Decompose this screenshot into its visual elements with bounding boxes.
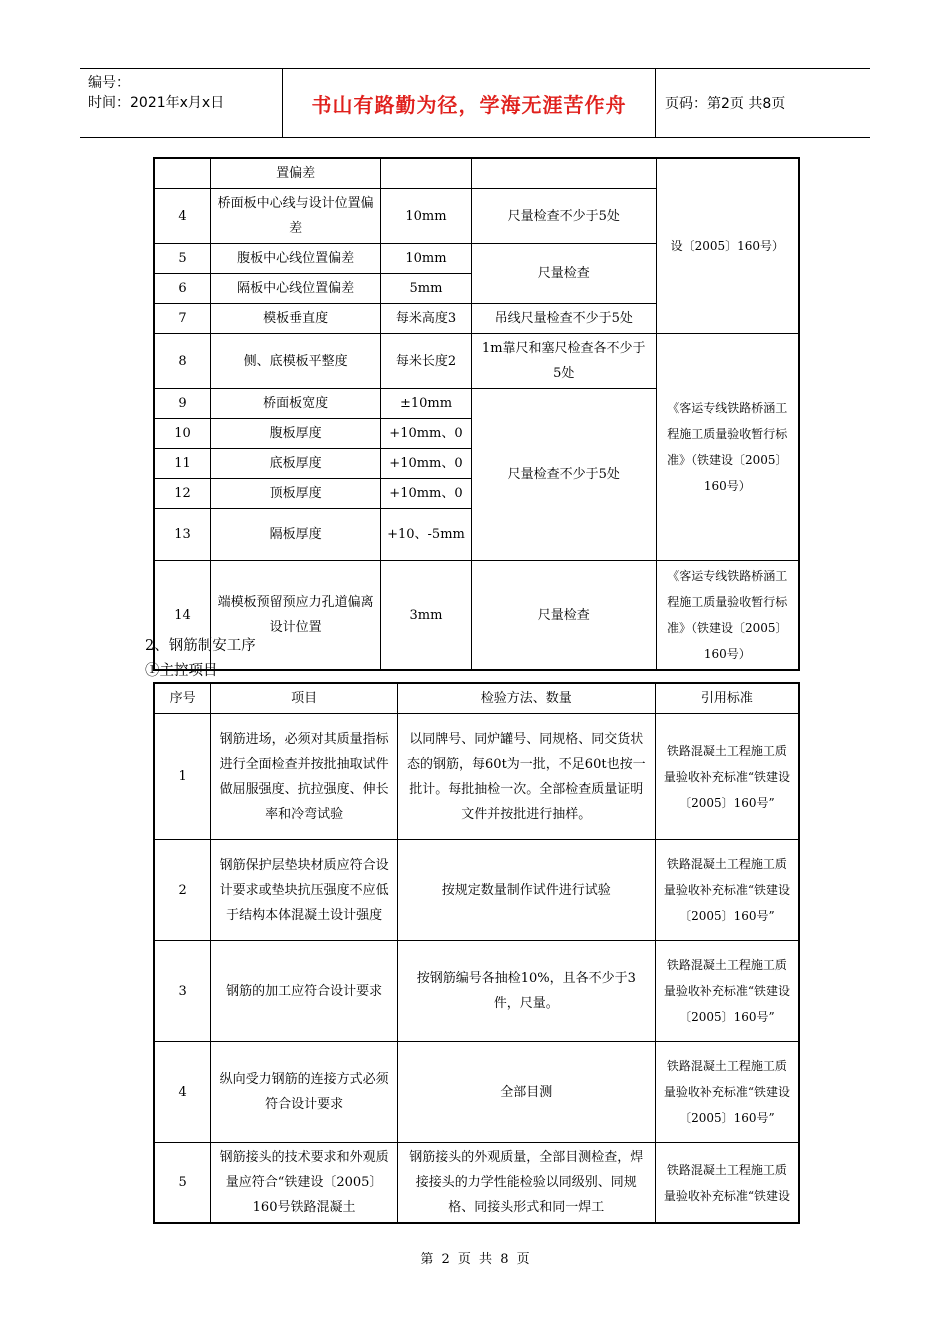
row-item: 隔板中心线位置偏差 [211,274,381,304]
row-allow: 10mm [381,189,472,244]
row-no: 12 [154,479,211,509]
row-method: 按钢筋编号各抽检10%，且各不少于3件，尺量。 [397,941,655,1042]
row-method: 按规定数量制作试件进行试验 [397,840,655,941]
row-no: 8 [154,334,211,389]
row-allow: 5mm [381,274,472,304]
table-row [154,334,799,389]
row-method: 钢筋接头的外观质量，全部目测检查，焊接接头的力学性能检验以同级别、同规格、同接头形式和同一焊工 [397,1143,655,1224]
row-no: 13 [154,509,211,561]
table-row [154,158,799,189]
row-item: 腹板厚度 [211,419,381,449]
table-row [154,714,799,840]
row-standard: 铁路混凝土工程施工质量验收补充标准“铁建设 [655,1143,799,1224]
column-header: 引用标准 [655,683,799,714]
date-label: 时间：2021年x月x日 [88,95,225,111]
reference-standard: 《客运专线铁路桥涵工程施工质量验收暂行标准》（铁建设〔2005〕160号） [656,561,799,671]
row-method [471,158,656,189]
rebar-main-control-table [153,682,800,1224]
row-item: 钢筋接头的技术要求和外观质量应符合“铁建设〔2005〕160号铁路混凝土 [211,1143,397,1224]
reference-standard: 设〔2005〕160号） [656,158,799,334]
row-allow: ±10mm [381,389,472,419]
row-method: 全部目测 [397,1042,655,1143]
table-row [154,840,799,941]
table-row [154,1042,799,1143]
row-allow: +10mm、0 [381,449,472,479]
row-no: 11 [154,449,211,479]
row-no: 4 [154,189,211,244]
table-row [154,1143,799,1224]
row-method: 尺量检查 [471,244,656,304]
section-title: 2、钢筋制安工序 [145,638,256,654]
number-label: 编号： [88,75,130,91]
page-footer: 第 2 页 共 8 页 [420,1252,530,1267]
page-header [80,68,870,138]
row-item: 桥面板中心线与设计位置偏差 [211,189,381,244]
row-item: 端模板预留预应力孔道偏离设计位置 [211,561,381,671]
header-meta [80,69,283,137]
row-no: 1 [154,714,211,840]
row-item: 钢筋保护层垫块材质应符合设计要求或垫块抗压强度不应低于结构本体混凝土设计强度 [211,840,397,941]
row-item: 钢筋的加工应符合设计要求 [211,941,397,1042]
row-allow: 3mm [381,561,472,671]
header-page-info: 页码：第2页 共8页 [665,96,786,112]
row-no: 5 [154,1143,211,1224]
row-method: 1m靠尺和塞尺检查各不少于5处 [471,334,656,389]
template-tolerance-table [153,157,800,671]
row-method: 以同牌号、同炉罐号、同规格、同交货状态的钢筋，每60t为一批，不足60t也按一批计。每批抽检一次。全部检查质量证明文件并按批进行抽样。 [397,714,655,840]
header-slogan-cell [283,69,656,137]
row-allow: 每米高度3 [381,304,472,334]
row-item: 侧、底模板平整度 [211,334,381,389]
row-allow: +10mm、0 [381,419,472,449]
row-allow: 每米长度2 [381,334,472,389]
row-no [154,158,211,189]
row-allow: +10、-5mm [381,509,472,561]
row-item: 底板厚度 [211,449,381,479]
table-header-row [154,683,799,714]
header-slogan: 书山有路勤为径，学海无涯苦作舟 [311,92,627,117]
column-header: 序号 [154,683,211,714]
row-method: 尺量检查 [471,561,656,671]
column-header: 项目 [211,683,397,714]
row-no: 10 [154,419,211,449]
row-standard: 铁路混凝土工程施工质量验收补充标准“铁建设〔2005〕160号” [655,840,799,941]
section-subtitle: ①主控项目 [145,663,218,679]
row-item: 腹板中心线位置偏差 [211,244,381,274]
row-item: 顶板厚度 [211,479,381,509]
row-allow: +10mm、0 [381,479,472,509]
row-method: 尺量检查不少于5处 [471,389,656,561]
row-no: 4 [154,1042,211,1143]
row-no: 9 [154,389,211,419]
table-row [154,941,799,1042]
row-item: 模板垂直度 [211,304,381,334]
row-no: 6 [154,274,211,304]
row-standard: 铁路混凝土工程施工质量验收补充标准“铁建设〔2005〕160号” [655,1042,799,1143]
row-no: 2 [154,840,211,941]
row-standard: 铁路混凝土工程施工质量验收补充标准“铁建设〔2005〕160号” [655,941,799,1042]
row-item: 桥面板宽度 [211,389,381,419]
row-allow: 10mm [381,244,472,274]
row-standard: 铁路混凝土工程施工质量验收补充标准“铁建设〔2005〕160号” [655,714,799,840]
row-method: 吊线尺量检查不少于5处 [471,304,656,334]
reference-standard: 《客运专线铁路桥涵工程施工质量验收暂行标准》（铁建设〔2005〕160号） [656,334,799,561]
column-header: 检验方法、数量 [397,683,655,714]
row-no: 5 [154,244,211,274]
row-no: 14 [154,561,211,671]
row-no: 3 [154,941,211,1042]
row-item: 置偏差 [211,158,381,189]
row-no: 7 [154,304,211,334]
row-allow [381,158,472,189]
row-method: 尺量检查不少于5处 [471,189,656,244]
row-item: 纵向受力钢筋的连接方式必须符合设计要求 [211,1042,397,1143]
row-item: 隔板厚度 [211,509,381,561]
row-item: 钢筋进场，必须对其质量指标进行全面检查并按批抽取试件做屈服强度、抗拉强度、伸长率和冷弯试验 [211,714,397,840]
